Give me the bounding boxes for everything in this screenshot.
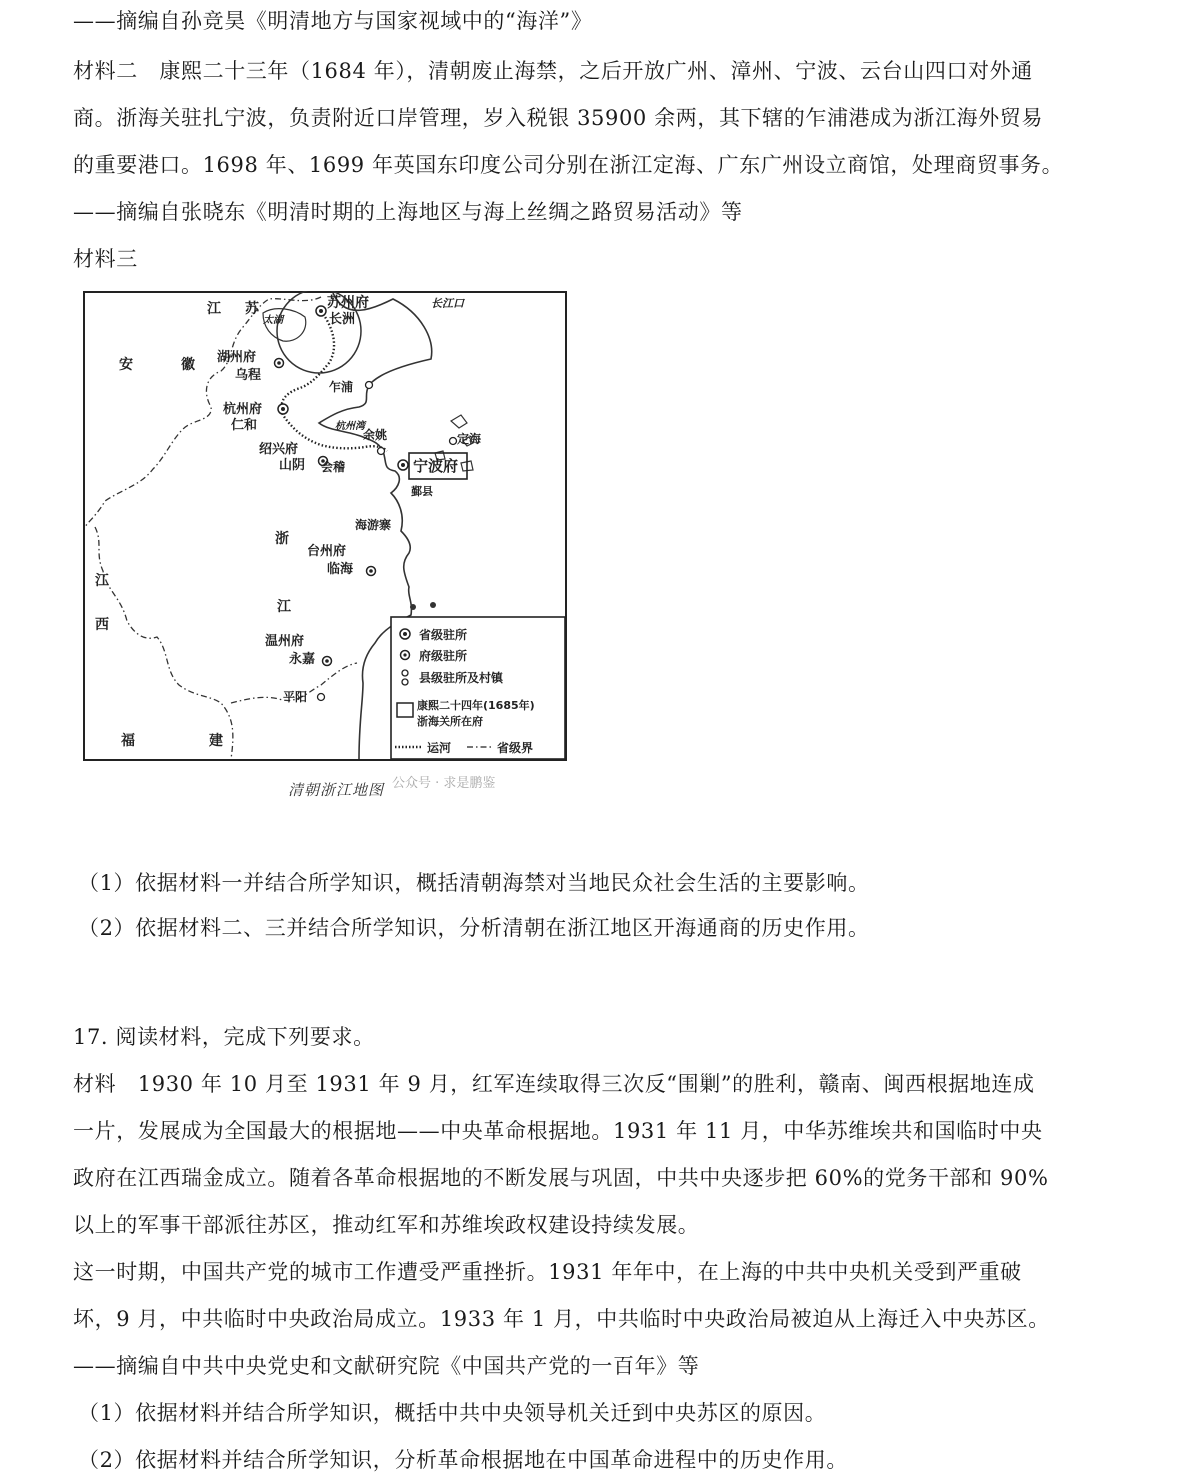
label-yuyao: 余姚 <box>363 428 388 442</box>
question-1: （1）依据材料一并结合所学知识，概括清朝海禁对当地民众社会生活的主要影响。 <box>78 871 870 895</box>
problem-17-material-line-1: 材料 1930 年 10 月至 1931 年 9 月，红军连续取得三次反“围剿”的胜利，赣南、闽西根据地连成 <box>73 1072 1035 1096</box>
label-renhe: 仁和 <box>231 418 258 433</box>
label-jian: 建 <box>209 733 223 749</box>
label-wenzhoufu: 温州府 <box>265 634 305 649</box>
material-2-line-3: 的重要港口。1698 年、1699 年英国东印度公司分别在浙江定海、广东广州设立商馆，处理商贸事务。 <box>73 153 1064 177</box>
label-jiang2: 江 <box>277 599 291 615</box>
map-svg <box>83 291 567 761</box>
label-changzhou: 长洲 <box>329 312 356 327</box>
label-ningbofu: 宁波府 <box>413 457 459 475</box>
label-yongjia: 永嘉 <box>289 652 316 667</box>
legend-provincial: 省级驻所 <box>419 628 468 642</box>
problem-17-material-line-2: 一片，发展成为全国最大的根据地——中央革命根据地。1931 年 11 月，中华苏维埃共和国临时中央 <box>73 1119 1043 1143</box>
material-2-line-1: 材料二 康熙二十三年（1684 年），清朝废止海禁，之后开放广州、漳州、宁波、云台山四口对外通 <box>73 59 1033 83</box>
label-hui: 徽 <box>181 357 195 373</box>
label-yinxian: 鄞县 <box>411 485 433 498</box>
label-jiang: 江 <box>207 301 221 317</box>
watermark: 公众号 · 求是鹏鉴 <box>392 776 496 791</box>
island-dot <box>410 604 416 610</box>
label-su: 苏 <box>245 301 259 317</box>
label-huzhoufu: 湖州府 <box>217 350 257 365</box>
label-jx-jiang: 江 <box>95 573 109 589</box>
label-kuaiji: 会稽 <box>321 460 346 474</box>
label-linhai: 临海 <box>327 562 354 577</box>
material-2-line-2: 商。浙海关驻扎宁波，负责附近口岸管理，岁入税银 35900 余两，其下辖的乍浦港成为浙江海外贸易 <box>73 106 1043 130</box>
zhejiang-map <box>83 291 567 761</box>
problem-17-heading: 17. 阅读材料，完成下列要求。 <box>73 1025 375 1049</box>
label-zhapu: 乍浦 <box>329 380 354 394</box>
source-line-2: ——摘编自张晓东《明清时期的上海地区与海上丝绸之路贸易活动》等 <box>73 200 743 224</box>
legend-county: 县级驻所及村镇 <box>419 671 504 685</box>
legend-prefectural: 府级驻所 <box>419 649 468 663</box>
problem-17-question-1: （1）依据材料并结合所学知识，概括中共中央领导机关迁到中央苏区的原因。 <box>78 1401 827 1425</box>
label-an: 安 <box>119 357 133 373</box>
label-shaoxingfu: 绍兴府 <box>259 442 299 457</box>
island-dot <box>430 602 436 608</box>
label-pingyang: 平阳 <box>283 690 308 704</box>
label-jx-xi: 西 <box>95 617 109 633</box>
legend-border: 省级界 <box>497 741 534 755</box>
legend-customs-l1: 康熙二十四年(1685年) <box>417 699 535 712</box>
source-line-1: ——摘编自孙竞昊《明清地方与国家视域中的“海洋”》 <box>73 9 593 33</box>
material-3-title: 材料三 <box>73 247 138 271</box>
map-legend <box>391 617 565 759</box>
legend-canal: 运河 <box>427 741 452 755</box>
label-taizhoufu: 台州府 <box>307 544 347 559</box>
problem-17-material-line-3: 政府在江西瑞金成立。随着各革命根据地的不断发展与巩固，中共中央逐步把 60%的党务干部和 90% <box>73 1166 1049 1190</box>
label-hangzhoufu: 杭州府 <box>223 402 263 417</box>
label-suzhoufu: 苏州府 <box>327 295 369 311</box>
label-zhe: 浙 <box>275 531 289 547</box>
problem-17-material-line-6: 坏，9 月，中共临时中央政治局成立。1933 年 1 月，中共临时中央政治局被迫从上海迁入中央苏区。 <box>73 1307 1050 1331</box>
label-changjiangkou: 长江口 <box>431 297 464 310</box>
question-2: （2）依据材料二、三并结合所学知识，分析清朝在浙江地区开海通商的历史作用。 <box>78 916 870 940</box>
legend-customs-l2: 浙海关所在府 <box>417 715 483 728</box>
problem-17-source: ——摘编自中共中央党史和文献研究院《中国共产党的一百年》等 <box>73 1354 700 1378</box>
label-haiyousuo: 海游寨 <box>355 518 392 532</box>
label-dinghai: 定海 <box>457 432 482 446</box>
label-hangzhouwan: 杭州湾 <box>335 421 365 432</box>
label-taihu: 太湖 <box>263 315 283 326</box>
label-shanyin: 山阴 <box>279 458 306 473</box>
problem-17-material-line-5: 这一时期，中国共产党的城市工作遭受严重挫折。1931 年年中，在上海的中共中央机关受到严重破 <box>73 1260 1022 1284</box>
map-caption: 清朝浙江地图 <box>288 781 385 799</box>
problem-17-question-2: （2）依据材料并结合所学知识，分析革命根据地在中国革命进程中的历史作用。 <box>78 1448 848 1472</box>
legend-county-icon <box>402 670 408 676</box>
label-fu: 福 <box>121 733 135 749</box>
label-wucheng: 乌程 <box>235 368 262 383</box>
problem-17-material-line-4: 以上的军事干部派往苏区，推动红军和苏维埃政权建设持续发展。 <box>73 1213 700 1237</box>
